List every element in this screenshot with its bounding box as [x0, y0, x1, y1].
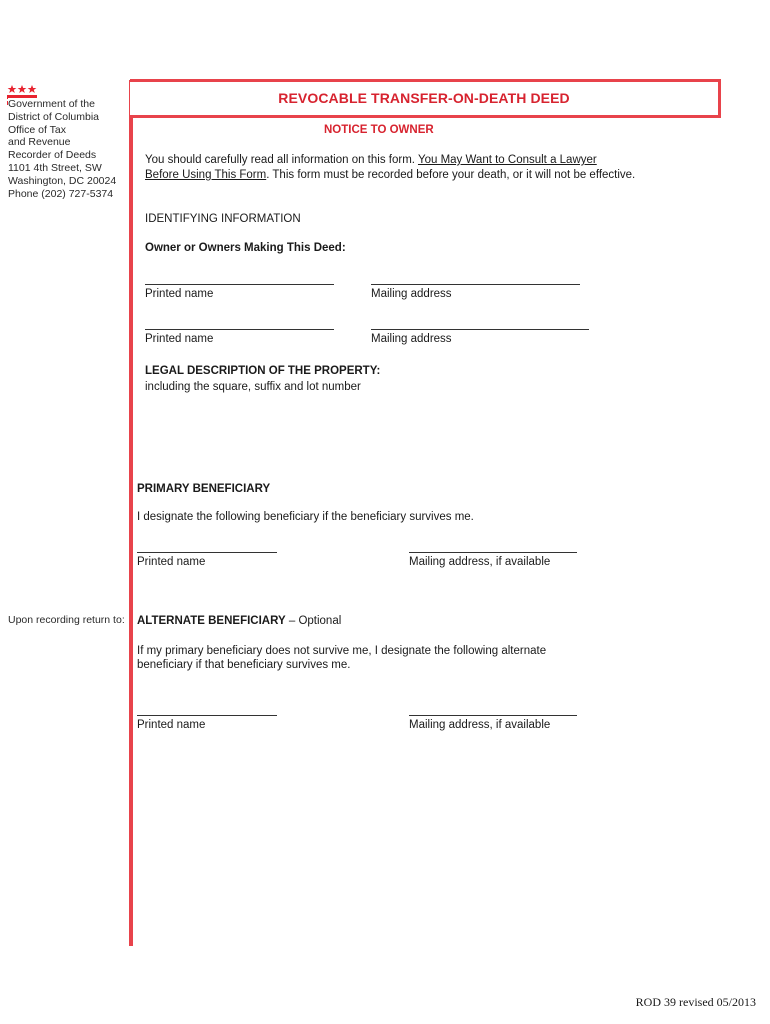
title-box — [130, 79, 721, 118]
notice-post: . This form must be recorded before your death, or it will not be effective. — [266, 169, 636, 181]
agency-line: Phone (202) 727-5374 — [8, 187, 114, 200]
owner2-name-line[interactable] — [145, 329, 334, 330]
primary-beneficiary-heading: PRIMARY BENEFICIARY — [137, 483, 271, 495]
owner2-address-label: Mailing address — [371, 333, 452, 345]
agency-line: Government of the — [8, 98, 116, 111]
owner2-name-label: Printed name — [145, 333, 214, 345]
notice-text — [145, 153, 705, 183]
logo-overlap — [7, 95, 37, 107]
agency-line: 1101 4th Street, SW — [8, 161, 102, 174]
primary-name-line[interactable] — [137, 552, 277, 553]
alternate-beneficiary-heading: ALTERNATE BENEFICIARY — [137, 615, 286, 627]
legal-description-heading: LEGAL DESCRIPTION OF THE PROPERTY: — [145, 365, 381, 377]
owner2-address-line[interactable] — [371, 329, 589, 330]
document-title: REVOCABLE TRANSFER-ON-DEATH DEED — [278, 90, 570, 106]
alternate-optional-note: – Optional — [285, 615, 342, 627]
primary-address-line[interactable] — [409, 552, 577, 553]
primary-name-label: Printed name — [137, 556, 206, 568]
alternate-address-line[interactable] — [409, 715, 577, 716]
owner1-address-label: Mailing address — [371, 288, 452, 300]
lawyer-advice-link-2: Before Using This Form — [145, 169, 267, 181]
legal-description-sub: including the square, suffix and lot number — [145, 381, 361, 393]
alternate-name-line[interactable] — [137, 715, 277, 716]
agency-line: Office of Tax — [8, 123, 66, 136]
lawyer-advice-link-1: You May Want to Consult a Lawyer — [417, 154, 597, 166]
agency-line: Recorder of Deeds — [8, 149, 97, 162]
agency-line: Washington, DC 20024 — [8, 174, 117, 187]
notice-pre: You should carefully read all information on this form. — [145, 154, 418, 166]
owner1-name-line[interactable] — [145, 284, 334, 285]
identifying-heading: IDENTIFYING INFORMATION — [145, 213, 301, 225]
agency-line: and Revenue — [8, 136, 71, 149]
owner1-name-label: Printed name — [145, 288, 214, 300]
primary-address-label: Mailing address, if available — [409, 556, 551, 568]
agency-address-block — [8, 98, 116, 200]
return-to-label: Upon recording return to: — [8, 614, 125, 626]
alternate-address-label: Mailing address, if available — [409, 719, 551, 731]
primary-beneficiary-text: I designate the following beneficiary if the beneficiary survives me. — [137, 511, 474, 523]
alternate-text-line-1: If my primary beneficiary does not survive me, I designate the following alternate — [137, 645, 547, 657]
alternate-beneficiary-heading-row — [137, 614, 341, 629]
alternate-text-line-2: beneficiary if that beneficiary survives me. — [137, 659, 351, 671]
alternate-name-label: Printed name — [137, 719, 206, 731]
agency-line: District of Columbia — [8, 110, 100, 123]
owner1-address-line[interactable] — [371, 284, 580, 285]
red-margin-rule — [129, 80, 133, 946]
form-revision-footer: ROD 39 revised 05/2013 — [635, 995, 756, 1009]
owner-heading: Owner or Owners Making This Deed: — [145, 242, 346, 254]
notice-heading: NOTICE TO OWNER — [324, 124, 434, 136]
